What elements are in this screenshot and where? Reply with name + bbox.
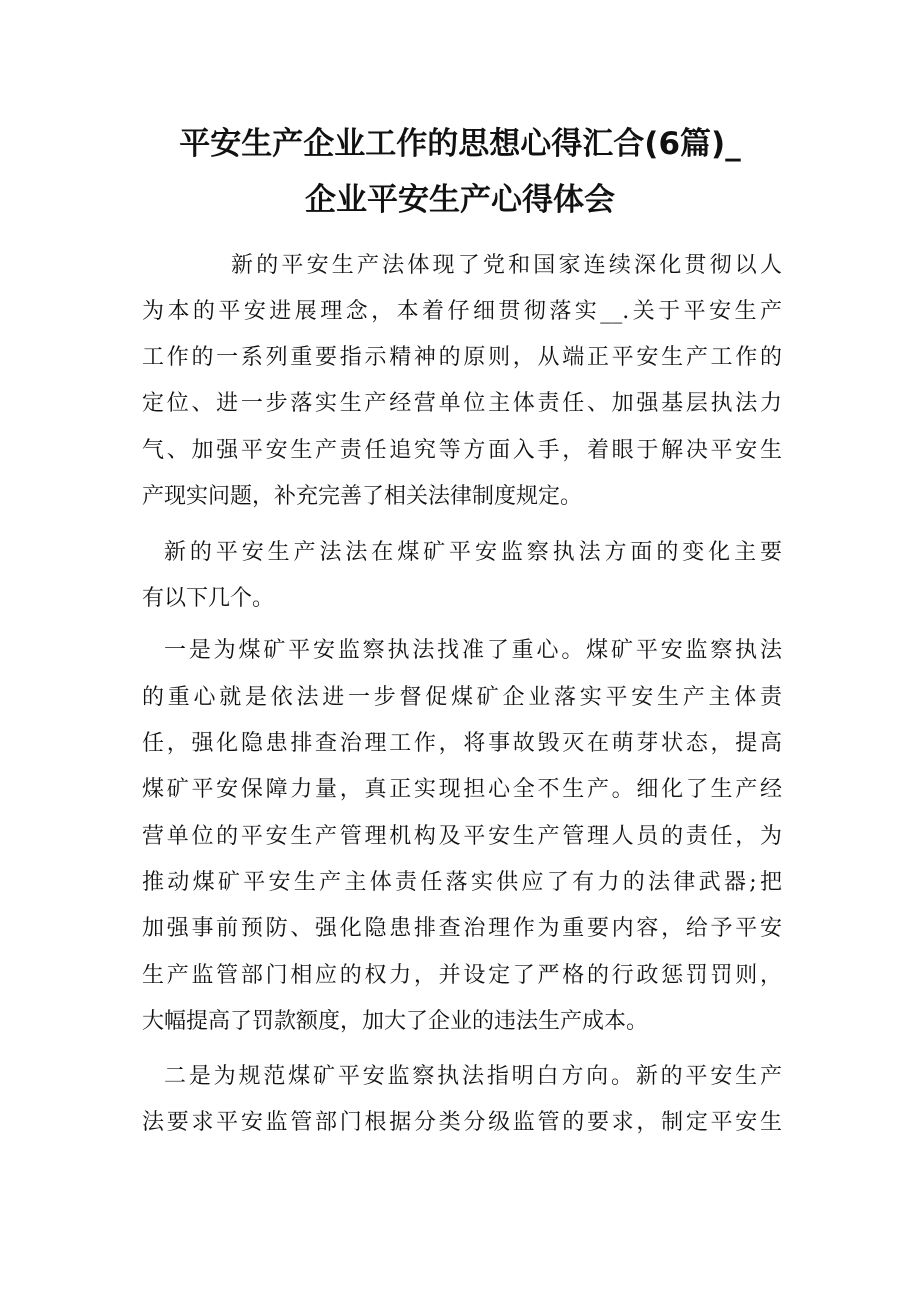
paragraph-3-line: 加强事前预防、强化隐患排查治理作为重要内容，给予平安 bbox=[142, 916, 782, 941]
document-title-line-1: 平安生产企业工作的思想心得汇合(6篇)_ bbox=[179, 126, 741, 162]
paragraph-3-line: 任，强化隐患排查治理工作，将事故毁灭在萌芽状态，提高 bbox=[142, 731, 782, 756]
paragraph-3-line: 大幅提高了罚款额度，加大了企业的违法生产成本。 bbox=[142, 1009, 649, 1034]
paragraph-2-line: 新的平安生产法法在煤矿平安监察执法方面的变化主要 bbox=[164, 540, 782, 565]
paragraph-1-line: 新的平安生产法体现了党和国家连续深化贯彻以人 bbox=[231, 253, 782, 278]
paragraph-1-line: 产现实问题，补充完善了相关法律制度规定。 bbox=[142, 484, 583, 509]
paragraph-1-line: 为本的平安进展理念，本着仔细贯彻落实__.关于平安生产 bbox=[142, 299, 782, 324]
paragraph-4-line: 二是为规范煤矿平安监察执法指明白方向。新的平安生产 bbox=[164, 1064, 782, 1089]
document-title-line-2: 企业平安生产心得体会 bbox=[305, 182, 615, 218]
paragraph-3-line: 煤矿平安保障力量，真正实现担心全不生产。细化了生产经 bbox=[142, 777, 782, 802]
paragraph-4-line: 法要求平安监管部门根据分类分级监管的要求，制定平安生 bbox=[142, 1110, 782, 1135]
paragraph-3-line: 一是为煤矿平安监察执法找准了重心。煤矿平安监察执法 bbox=[164, 638, 782, 663]
paragraph-2-line: 有以下几个。 bbox=[142, 586, 275, 611]
paragraph-1-line: 工作的一系列重要指示精神的原则，从端正平安生产工作的 bbox=[142, 345, 782, 370]
paragraph-1-line: 气、加强平安生产责任追究等方面入手，着眼于解决平安生 bbox=[142, 438, 782, 463]
paragraph-3-line: 的重心就是依法进一步督促煤矿企业落实平安生产主体责 bbox=[142, 685, 782, 710]
paragraph-3-line: 推动煤矿平安生产主体责任落实供应了有力的法律武器;把 bbox=[142, 870, 782, 895]
paragraph-3-line: 生产监管部门相应的权力，并设定了严格的行政惩罚罚则， bbox=[142, 963, 782, 988]
paragraph-1-line: 定位、进一步落实生产经营单位主体责任、加强基层执法力 bbox=[142, 391, 782, 416]
paragraph-3-line: 营单位的平安生产管理机构及平安生产管理人员的责任，为 bbox=[142, 824, 782, 849]
